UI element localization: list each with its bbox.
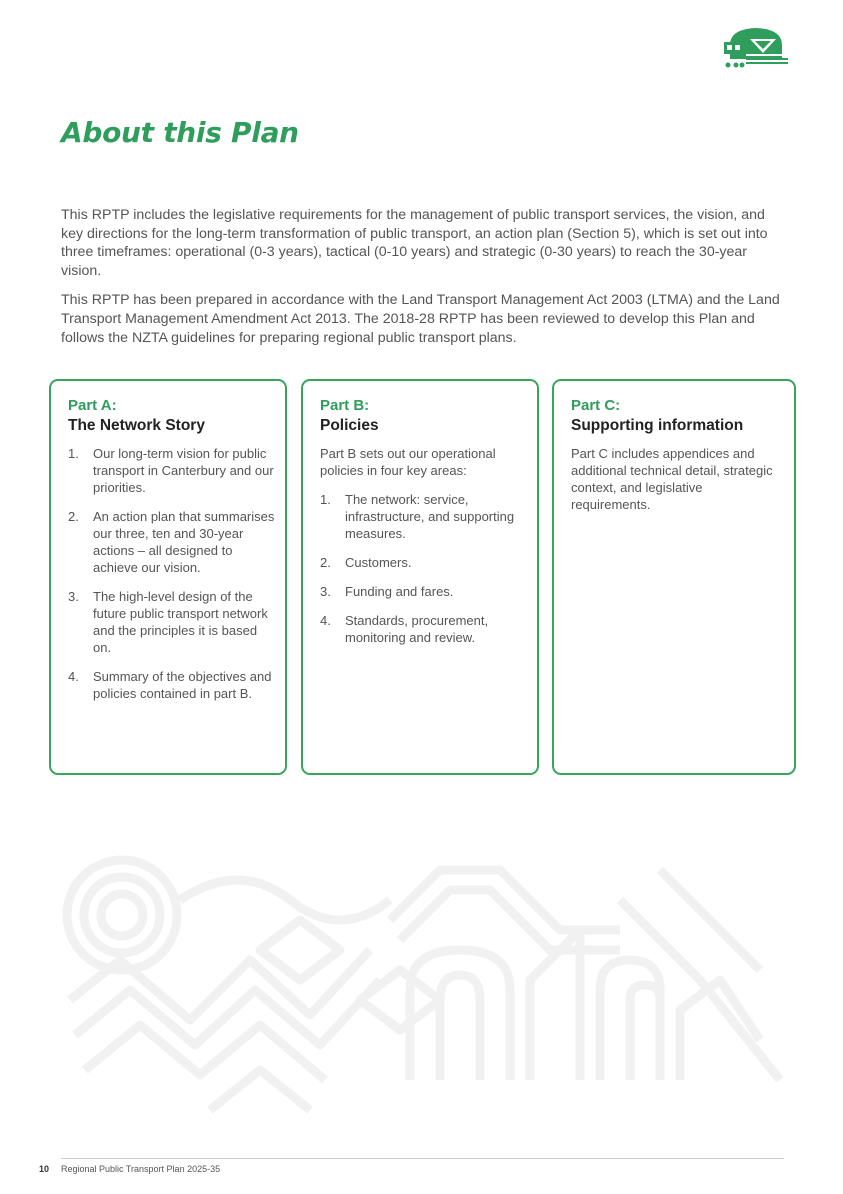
list-item <box>68 445 278 496</box>
part-a-heading: The Network Story <box>68 417 205 434</box>
list-item-number: 1. <box>68 446 79 461</box>
list-item-text: Our long-term vision for public transport in Canterbury and our priorities. <box>93 446 274 495</box>
list-item-text: The network: service, infrastructure, and supporting measures. <box>345 492 515 541</box>
page-number: 10 <box>39 1164 50 1174</box>
part-b-list <box>320 491 521 646</box>
regional-transport-logo-icon <box>722 27 790 69</box>
list-item-text: An action plan that summarises our three, ten and 30-year actions – all designed to achieve our vision. <box>93 509 275 575</box>
part-a-list <box>68 445 275 702</box>
part-a-card <box>49 379 287 775</box>
list-item <box>320 491 521 542</box>
part-c-text: Part C includes appendices and additional technical detail, strategic context, and legislative requirements. <box>571 446 773 512</box>
part-a-label: Part A: <box>68 397 117 414</box>
list-item-text: Customers. <box>345 555 412 570</box>
part-b-card <box>301 379 539 775</box>
list-item <box>68 508 278 576</box>
list-item-number: 3. <box>320 584 331 599</box>
part-c-heading: Supporting information <box>571 417 744 434</box>
part-b-heading: Policies <box>320 417 379 434</box>
part-b-label: Part B: <box>320 397 370 414</box>
list-item <box>320 612 521 646</box>
intro-paragraph-2: This RPTP has been prepared in accordance with the Land Transport Management Act 2003 (LTMA) and the Land Transport Management Amendment Act 2013. The 2018-28 RPTP has been reviewed to develop this Plan and follows the NZTA guidelines for preparing regional public transport plans. <box>61 292 780 346</box>
list-item-text: Summary of the objectives and policies contained in part B. <box>93 669 272 701</box>
list-item-text: Standards, procurement, monitoring and review. <box>345 613 489 645</box>
list-item-text: Funding and fares. <box>345 584 454 599</box>
list-item-number: 4. <box>320 613 331 628</box>
list-item-number: 2. <box>68 509 79 524</box>
footer-divider <box>61 1158 784 1159</box>
list-item <box>320 583 521 600</box>
list-item-number: 4. <box>68 669 79 684</box>
intro-paragraph-1: This RPTP includes the legislative requirements for the management of public transport services, the vision, and key directions for the long-term transformation of public transport, an action plan (Section 5), which is set out into three timeframes: operational (0-3 years), tactical (0-10 years) and strategic (0-30 years) to reach the 30-year vision. <box>61 207 768 279</box>
list-item-text: The high-level design of the future public transport network and the principles it is based on. <box>93 589 268 655</box>
footer-document-title: Regional Public Transport Plan 2025-35 <box>61 1164 221 1174</box>
list-item-number: 3. <box>68 589 79 604</box>
maori-pattern-watermark-icon <box>60 840 790 1115</box>
list-item <box>320 554 521 571</box>
list-item-number: 2. <box>320 555 331 570</box>
part-c-card <box>552 379 796 775</box>
page-title: About this Plan <box>61 116 299 149</box>
list-item-number: 1. <box>320 492 331 507</box>
intro-section <box>61 206 781 358</box>
list-item <box>68 668 278 702</box>
part-b-intro: Part B sets out our operational policies in four key areas: <box>320 446 496 478</box>
part-c-label: Part C: <box>571 397 621 414</box>
list-item <box>68 588 278 656</box>
